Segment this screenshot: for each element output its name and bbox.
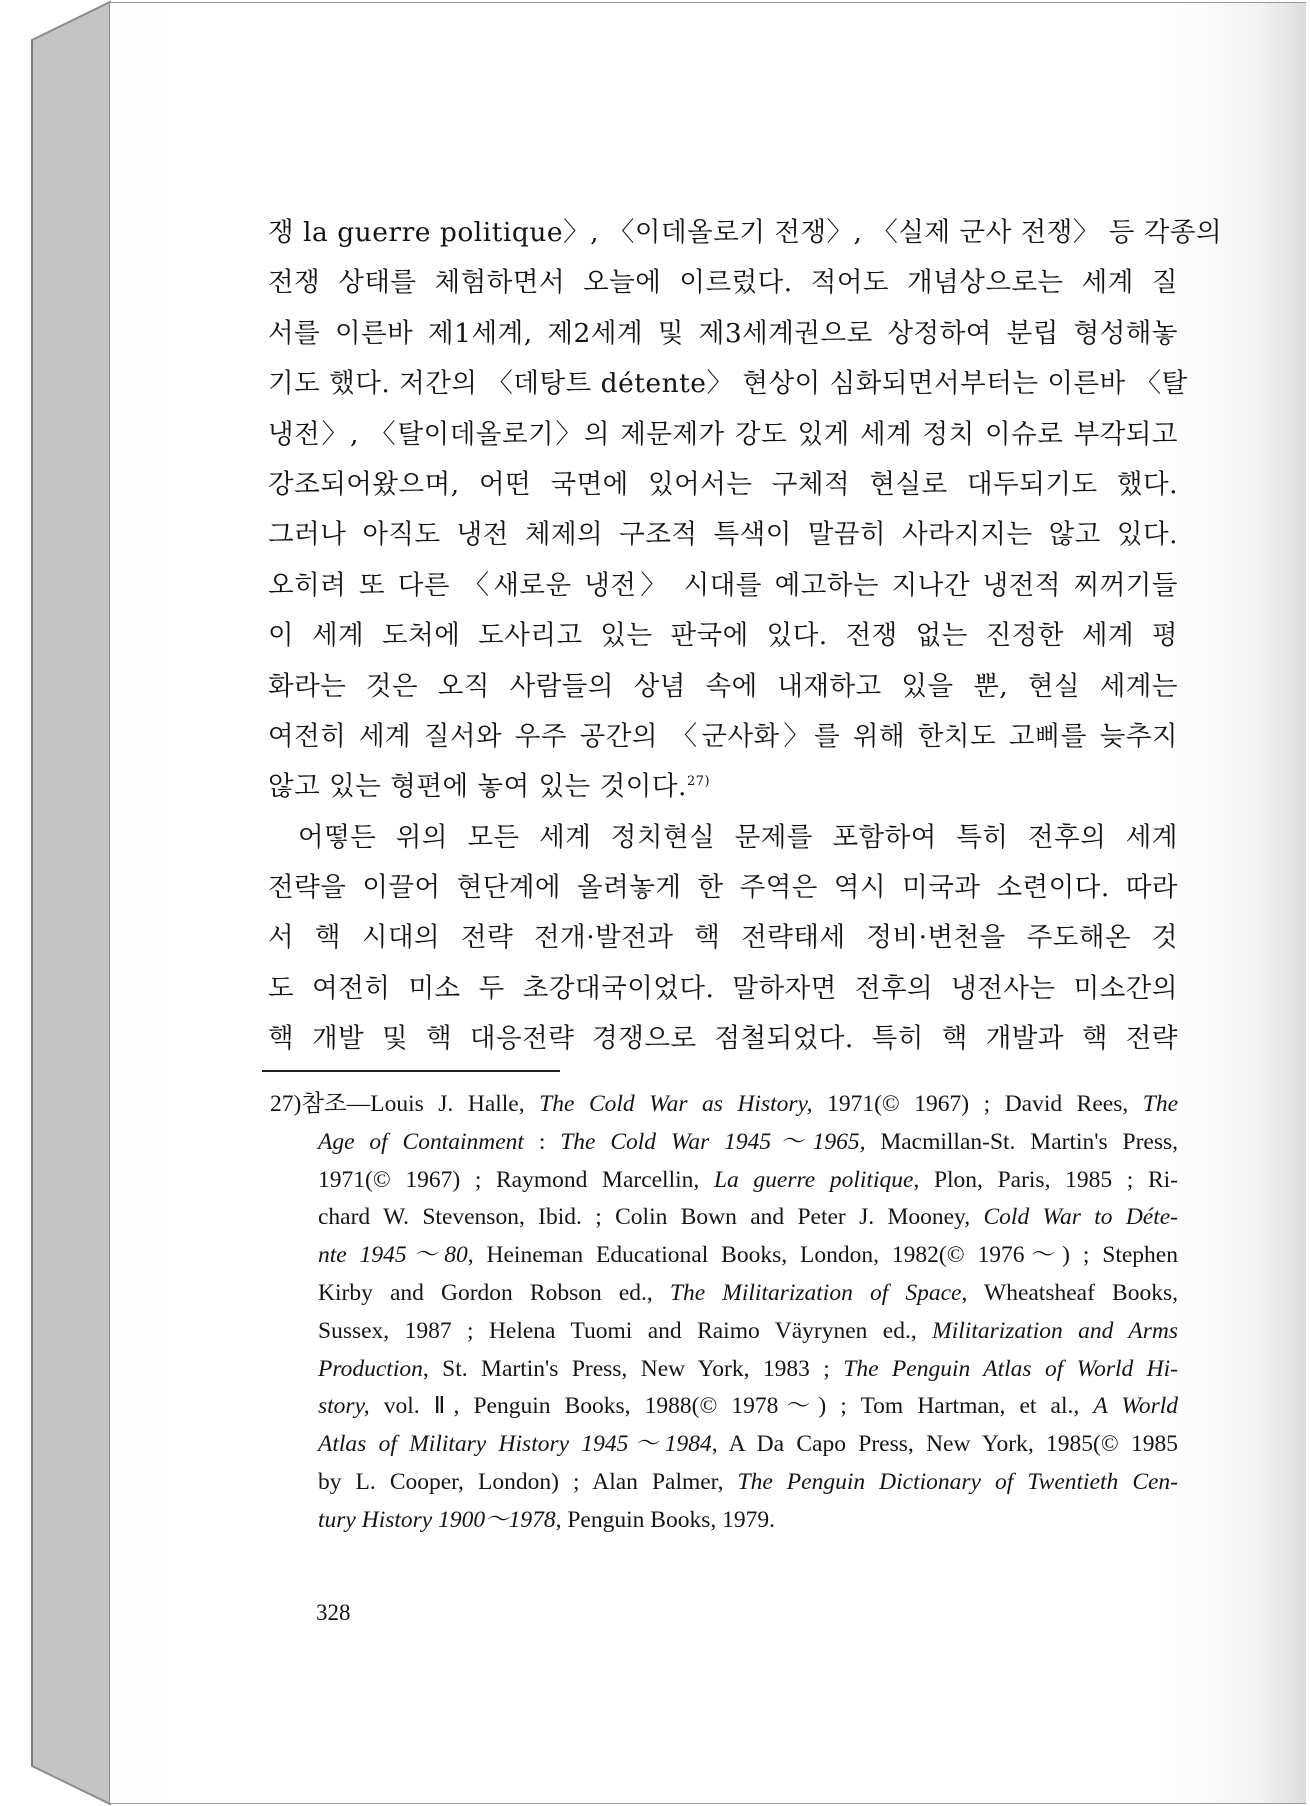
footnote-number: 27) — [270, 1091, 302, 1117]
footnote-title-segment: tury History 1900～1978 — [318, 1506, 556, 1533]
footnote-text-segment: , Heineman Educational Books, London, 1982(© 1976～) ; Stephen — [467, 1242, 1178, 1269]
footnote-text-segment: by L. Cooper, London) ; Alan Palmer, — [318, 1468, 738, 1495]
footnote-line — [270, 1162, 1178, 1200]
body-line: 전쟁 상태를 체험하면서 오늘에 이르렀다. 적어도 개념상으로는 세계 질 — [268, 267, 1178, 299]
footnote-text-segment: : — [523, 1128, 561, 1155]
footnote-line — [270, 1388, 1178, 1426]
footnote-line — [270, 1199, 1178, 1237]
footnote-title-segment: The Cold War 1945～1965, — [560, 1128, 866, 1155]
footnote-text-segment: Kirby and Gordon Robson ed., — [318, 1279, 670, 1306]
footnote-text-segment: , A Da Capo Press, New York, 1985(© 1985 — [711, 1431, 1179, 1458]
footnote-divider — [262, 1070, 560, 1072]
body-line: 냉전〉, 〈탈이데올로기〉의 제문제가 강도 있게 세계 정치 이슈로 부각되고 — [268, 418, 1178, 450]
body-line: 도 여전히 미소 두 초강대국이었다. 말하자면 전후의 냉전사는 미소간의 — [268, 972, 1178, 1004]
body-line: 그러나 아직도 냉전 체제의 구조적 특색이 말끔히 사라지지는 않고 있다. — [268, 519, 1178, 551]
body-line: 이 세계 도처에 도사리고 있는 판국에 있다. 전쟁 없는 진정한 세계 평 — [268, 620, 1178, 652]
footnote-line — [270, 1426, 1178, 1464]
footnote-line — [270, 1124, 1178, 1162]
footnote-title-segment: Age of Containment — [318, 1128, 524, 1155]
footnote-title-segment: La guerre politique — [713, 1166, 914, 1193]
footnote-text-segment: , Penguin Books, 1979. — [555, 1506, 775, 1533]
footnote-title-segment: The — [1142, 1091, 1178, 1117]
body-line: 강조되어왔으며, 어떤 국면에 있어서는 구체적 현실로 대두되기도 했다. — [268, 468, 1178, 500]
footnote-line — [270, 1086, 1178, 1124]
footnote-line — [270, 1502, 1178, 1540]
body-line: 어떻든 위의 모든 세계 정치현실 문제를 포함하여 특히 전후의 세계 — [298, 821, 1178, 853]
footnote-line — [270, 1313, 1178, 1351]
footnote-title-segment: Militarization and Arms — [932, 1317, 1178, 1344]
footnote-reference[interactable]: 27) — [686, 774, 711, 790]
footnote-title-segment: story, — [318, 1393, 370, 1420]
footnote-text-segment: chard W. Stevenson, Ibid. ; Colin Bown and Peter J. Mooney, — [318, 1204, 984, 1231]
body-line: 전략을 이끌어 현단계에 올려놓게 한 주역은 역시 미국과 소련이다. 따라 — [268, 872, 1178, 904]
footnote-title-segment: The Penguin Dictionary of Twentieth Cen- — [737, 1468, 1179, 1495]
footnote-text-segment: , Wheatsheaf Books, — [961, 1279, 1178, 1306]
body-line: 여전히 세계 질서와 우주 공간의 〈군사화〉를 위해 한치도 고삐를 늦추지 — [268, 720, 1178, 752]
body-line: 오히려 또 다른 〈새로운 냉전〉 시대를 예고하는 지나간 냉전적 찌꺼기들 — [268, 569, 1178, 601]
footnote-text-segment: , St. Martin's Press, New York, 1983 ; — [422, 1355, 844, 1382]
footnote-text-segment: 1971(© 1967) ; Raymond Marcellin, — [318, 1166, 714, 1193]
body-line: 화라는 것은 오직 사람들의 상념 속에 내재하고 있을 뿐, 현실 세계는 — [268, 670, 1178, 702]
footnote-text-segment: , Plon, Paris, 1985 ; Ri- — [913, 1166, 1178, 1193]
body-line: 않고 있는 형편에 놓여 있는 것이다.$^{27)}$ — [268, 771, 711, 803]
body-text — [268, 208, 1223, 1065]
body-line: 쟁 la guerre politique〉, 〈이데올로기 전쟁〉, 〈실제 군사 전쟁〉 등 각종의 — [268, 217, 1223, 248]
footnote-title-segment: The Militarization of Space — [669, 1279, 962, 1306]
footnote-title-segment: A World — [1093, 1393, 1178, 1420]
footnote-line — [270, 1237, 1178, 1275]
footnote-title-segment: Atlas of Military History 1945～1984 — [318, 1431, 712, 1458]
footnote-line — [270, 1351, 1178, 1389]
footnote-text-segment: Sussex, 1987 ; Helena Tuomi and Raimo Väyrynen ed., — [318, 1317, 933, 1344]
body-line: 서 핵 시대의 전략 전개·발전과 핵 전략태세 정비·변천을 주도해온 것 — [268, 922, 1178, 954]
footnote-title-segment: The Penguin Atlas of World Hi- — [843, 1355, 1178, 1382]
body-line: 기도 했다. 저간의 〈데탕트 détente〉 현상이 심화되면서부터는 이른바 〈탈 — [268, 368, 1188, 400]
body-line: 핵 개발 및 핵 대응전략 경쟁으로 점철되었다. 특히 핵 개발과 핵 전략 — [268, 1023, 1178, 1055]
footnote-title-segment: Production — [318, 1355, 423, 1382]
footnote-title-segment: Cold War to Déte- — [983, 1204, 1179, 1231]
footnote-text-segment: 1971(© 1967) ; David Rees, — [812, 1091, 1143, 1117]
footnote-text-segment: vol. Ⅱ, Penguin Books, 1988(© 1978～) ; Tom Hartman, et al., — [369, 1393, 1094, 1420]
footnote-title-segment: The Cold War as History, — [539, 1091, 813, 1117]
footnote-title-segment: nte 1945～80 — [318, 1242, 468, 1269]
footnote — [270, 1086, 1178, 1540]
footnote-text-segment: Macmillan-St. Martin's Press, — [865, 1128, 1178, 1155]
body-line: 서를 이른바 제1세계, 제2세계 및 제3세계권으로 상정하여 분립 형성해놓 — [268, 317, 1178, 349]
footnote-line — [270, 1464, 1178, 1502]
footnote-text-segment: 참조—Louis J. Halle, — [301, 1091, 540, 1117]
page-number: 328 — [316, 1600, 351, 1625]
footnote-line — [270, 1275, 1178, 1313]
